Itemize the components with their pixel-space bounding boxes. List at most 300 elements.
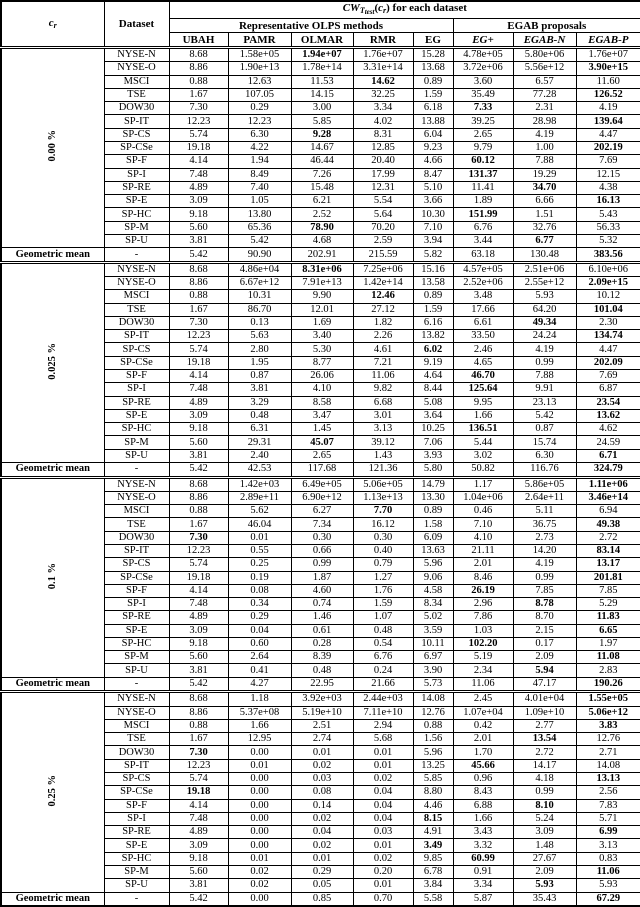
value-cell: 5.60 [169,221,228,234]
value-cell: 0.30 [353,531,413,544]
value-cell: 5.19e+10 [291,706,353,719]
col-header-olmar: OLMAR [291,33,353,48]
title-segment: ( [374,2,379,14]
value-cell: 3.81 [169,664,228,677]
value-cell: 21.66 [353,677,413,692]
title-segment: ) [386,2,390,14]
value-cell: 3.01 [353,409,413,422]
value-cell: 33.50 [453,330,513,343]
col-header-eg: EG [413,33,453,48]
cost-rate-label: 0.25 % [46,774,58,807]
value-cell: 1.97 [576,637,640,650]
value-cell: 9.85 [413,852,453,865]
value-cell: 3.81 [169,234,228,247]
value-cell: 3.92e+03 [291,692,353,706]
value-cell: 7.26 [291,168,353,181]
value-cell: 1.42e+03 [228,477,291,491]
value-cell: 0.01 [353,746,413,759]
value-cell: 64.20 [513,303,576,316]
value-cell: 11.08 [576,651,640,664]
value-cell: 6.67e+12 [228,277,291,290]
value-cell: 0.96 [453,772,513,785]
value-cell: 2.89e+11 [228,491,291,504]
value-cell: 3.64 [413,409,453,422]
value-cell: 13.63 [413,544,453,557]
value-cell: 5.63 [228,330,291,343]
value-cell: 8.80 [413,786,453,799]
value-cell: 4.89 [169,181,228,194]
value-cell: 2.55e+12 [513,277,576,290]
value-cell: 8.68 [169,48,228,62]
value-cell: 0.42 [453,719,513,732]
value-cell: 0.29 [228,102,291,115]
value-cell: 4.18 [513,772,576,785]
geometric-mean-label: Geometric mean [1,248,104,263]
value-cell: 6.90e+12 [291,491,353,504]
value-cell: 1.94 [228,155,291,168]
value-cell: 1.51 [513,208,576,221]
value-cell: 7.85 [513,584,576,597]
value-cell: 2.44e+03 [353,692,413,706]
value-cell: 136.51 [453,423,513,436]
value-cell: 5.42 [169,463,228,478]
value-cell: 202.91 [291,248,353,263]
value-cell: 0.02 [291,839,353,852]
value-cell: 7.83 [576,799,640,812]
value-cell: 22.95 [291,677,353,692]
value-cell: 3.09 [513,826,576,839]
value-cell: 4.14 [169,155,228,168]
value-cell: 3.34 [453,879,513,892]
dataset-name: SP-M [104,436,169,449]
value-cell: 5.58 [413,892,453,906]
value-cell: 0.79 [353,558,413,571]
value-cell: 19.18 [169,356,228,369]
value-cell: 117.68 [291,463,353,478]
value-cell: 4.68 [291,234,353,247]
value-cell: 12.76 [576,733,640,746]
value-cell: 7.33 [453,102,513,115]
value-cell: 8.86 [169,491,228,504]
cr-column-header [1,1,104,48]
value-cell: 15.48 [291,181,353,194]
value-cell: 50.82 [453,463,513,478]
dataset-name: SP-M [104,865,169,878]
value-cell: 2.45 [453,692,513,706]
value-cell: 6.49e+05 [291,477,353,491]
value-cell: 8.34 [413,598,453,611]
value-cell: 28.98 [513,115,576,128]
value-cell: 8.43 [453,786,513,799]
value-cell: 0.04 [353,786,413,799]
value-cell: 0.04 [228,624,291,637]
value-cell: 7.10 [413,221,453,234]
value-cell: 5.60 [169,436,228,449]
value-cell: 5.80e+06 [513,48,576,62]
value-cell: 1.67 [169,518,228,531]
table-row [1,477,640,491]
value-cell: 7.48 [169,812,228,825]
value-cell: 1.03 [453,624,513,637]
value-cell: 10.12 [576,290,640,303]
value-cell: 6.78 [413,865,453,878]
geometric-mean-label: Geometric mean [1,677,104,692]
dataset-name: SP-CS [104,128,169,141]
value-cell: 6.30 [228,128,291,141]
value-cell: 14.79 [413,477,453,491]
value-cell: 45.66 [453,759,513,772]
value-cell: 5.32 [576,234,640,247]
value-cell: 8.58 [291,396,353,409]
value-cell: 1.95 [228,356,291,369]
group-header-olps: Representative OLPS methods [169,19,453,33]
value-cell: 1.59 [413,303,453,316]
value-cell: 0.02 [291,812,353,825]
cr-symbol-segment: c [48,16,54,29]
value-cell: 9.18 [169,852,228,865]
value-cell: 0.03 [291,772,353,785]
value-cell: 7.25e+06 [353,262,413,276]
value-cell: 101.04 [576,303,640,316]
value-cell: 77.28 [513,88,576,101]
section-2 [1,477,640,692]
value-cell: 2.74 [291,733,353,746]
value-cell: 3.59 [413,624,453,637]
value-cell: 8.86 [169,62,228,75]
value-cell: 151.99 [453,208,513,221]
value-cell: 1.42e+14 [353,277,413,290]
value-cell: 2.83 [576,664,640,677]
value-cell: 12.23 [169,330,228,343]
value-cell: 2.94 [353,719,413,732]
value-cell: 11.83 [576,611,640,624]
value-cell: 2.56 [576,786,640,799]
value-cell: 5.74 [169,558,228,571]
value-cell: 2.15 [513,624,576,637]
value-cell: 0.01 [291,746,353,759]
value-cell: 4.14 [169,799,228,812]
value-cell: 3.93 [413,449,453,462]
value-cell: 8.70 [513,611,576,624]
value-cell: 5.62 [228,505,291,518]
dataset-name: SP-F [104,155,169,168]
cr-symbol-segment: r [53,20,57,30]
value-cell: 13.17 [576,558,640,571]
value-cell: 0.04 [353,812,413,825]
value-cell: 12.23 [228,115,291,128]
value-cell: 13.88 [413,115,453,128]
value-cell: 8.39 [291,651,353,664]
dataset-name: SP-I [104,168,169,181]
value-cell: 5.19 [453,651,513,664]
value-cell: 7.34 [291,518,353,531]
dataset-name: SP-RE [104,611,169,624]
value-cell: 56.33 [576,221,640,234]
value-cell: 4.60 [291,584,353,597]
value-cell: 139.64 [576,115,640,128]
value-cell: 8.15 [413,812,453,825]
value-cell: 0.14 [291,799,353,812]
value-cell: 1.66 [453,409,513,422]
value-cell: 3.34 [353,102,413,115]
value-cell: 7.48 [169,598,228,611]
value-cell: 6.09 [413,531,453,544]
title-segment: CW [342,2,360,14]
value-cell: 9.19 [413,356,453,369]
value-cell: 7.21 [353,356,413,369]
value-cell: 0.40 [353,544,413,557]
value-cell: 15.74 [513,436,576,449]
value-cell: 7.88 [513,370,576,383]
value-cell: 7.48 [169,383,228,396]
value-cell: 0.70 [353,892,413,906]
value-cell: 0.05 [291,879,353,892]
value-cell: 201.81 [576,571,640,584]
value-cell: 116.76 [513,463,576,478]
value-cell: 49.34 [513,316,576,329]
value-cell: 5.37e+08 [228,706,291,719]
value-cell: 7.40 [228,181,291,194]
value-cell: 24.24 [513,330,576,343]
geometric-mean-row [1,892,640,906]
value-cell: 5.08 [413,396,453,409]
dataset-name: SP-HC [104,852,169,865]
value-cell: 4.89 [169,396,228,409]
value-cell: 5.06e+12 [576,706,640,719]
value-cell: 5.74 [169,772,228,785]
dataset-name: NYSE-O [104,706,169,719]
value-cell: 5.73 [413,677,453,692]
section-3 [1,692,640,906]
value-cell: 7.30 [169,102,228,115]
value-cell: 0.46 [453,505,513,518]
value-cell: 2.09 [513,865,576,878]
value-cell: 3.84 [413,879,453,892]
value-cell: 5.44 [453,436,513,449]
value-cell: 13.25 [413,759,453,772]
dataset-name: SP-I [104,598,169,611]
value-cell: 215.59 [353,248,413,263]
value-cell: 5.42 [169,677,228,692]
cost-rate-cell [1,477,104,677]
value-cell: 5.29 [576,598,640,611]
value-cell: 9.90 [291,290,353,303]
value-cell: 5.93 [513,879,576,892]
value-cell: 0.29 [291,865,353,878]
value-cell: 1.76e+07 [576,48,640,62]
value-cell: 0.66 [291,544,353,557]
value-cell: 4.22 [228,142,291,155]
value-cell: 3.09 [169,409,228,422]
value-cell: 3.47 [291,409,353,422]
value-cell: 12.63 [228,75,291,88]
value-cell: 3.44 [453,234,513,247]
dataset-name: SP-E [104,839,169,852]
value-cell: 2.31 [513,102,576,115]
value-cell: 4.78e+05 [453,48,513,62]
value-cell: 4.89 [169,611,228,624]
value-cell: 4.65 [453,356,513,369]
value-cell: 9.91 [513,383,576,396]
value-cell: 0.01 [291,852,353,865]
value-cell: 2.46 [453,343,513,356]
value-cell: 42.53 [228,463,291,478]
value-cell: 0.54 [353,637,413,650]
value-cell: 0.20 [353,865,413,878]
value-cell: 4.57e+05 [453,262,513,276]
value-cell: 26.06 [291,370,353,383]
value-cell: 8.10 [513,799,576,812]
dataset-name: MSCI [104,505,169,518]
value-cell: 4.19 [513,128,576,141]
value-cell: 4.10 [453,531,513,544]
value-cell: 1.67 [169,303,228,316]
value-cell: 60.99 [453,852,513,865]
value-cell: 2.65 [291,449,353,462]
value-cell: 5.43 [576,208,640,221]
value-cell: 6.10e+06 [576,262,640,276]
value-cell: 0.88 [413,719,453,732]
value-cell: 7.06 [413,436,453,449]
value-cell: 1.76 [353,584,413,597]
value-cell: 1.66 [453,812,513,825]
value-cell: 9.18 [169,423,228,436]
value-cell: 2.65 [453,128,513,141]
value-cell: 0.19 [228,571,291,584]
value-cell: 3.60 [453,75,513,88]
dataset-name: SP-IT [104,759,169,772]
value-cell: 0.00 [228,746,291,759]
dataset-name: SP-U [104,879,169,892]
value-cell: 0.41 [228,664,291,677]
value-cell: 32.25 [353,88,413,101]
geometric-mean-row [1,463,640,478]
geometric-mean-label: Geometric mean [1,463,104,478]
value-cell: 5.11 [513,505,576,518]
value-cell: 0.01 [228,759,291,772]
value-cell: 6.65 [576,624,640,637]
value-cell: 13.62 [576,409,640,422]
value-cell: 12.31 [353,181,413,194]
value-cell: 5.54 [353,195,413,208]
value-cell: 0.02 [228,879,291,892]
value-cell: 0.02 [353,852,413,865]
value-cell: 5.93 [513,290,576,303]
value-cell: 6.76 [353,651,413,664]
value-cell: 1.18 [228,692,291,706]
value-cell: 12.15 [576,168,640,181]
section-1 [1,262,640,477]
value-cell: 6.87 [576,383,640,396]
value-cell: 6.66 [513,195,576,208]
value-cell: 3.43 [453,826,513,839]
dataset-name: SP-M [104,651,169,664]
value-cell: 0.88 [169,290,228,303]
value-cell: 0.87 [228,370,291,383]
value-cell: 13.54 [513,733,576,746]
value-cell: 0.89 [413,290,453,303]
value-cell: 2.64 [228,651,291,664]
col-header-egab-n: EGAB-N [513,33,576,48]
value-cell: 0.74 [291,598,353,611]
value-cell: 1.07e+04 [453,706,513,719]
value-cell: 2.59 [353,234,413,247]
value-cell: 16.13 [576,195,640,208]
value-cell: 9.23 [413,142,453,155]
value-cell: 36.75 [513,518,576,531]
value-cell: 23.54 [576,396,640,409]
group-header-egab: EGAB proposals [453,19,640,33]
value-cell: 65.36 [228,221,291,234]
cost-rate-cell [1,262,104,462]
title-segment: test [364,8,375,16]
value-cell: 1.13e+13 [353,491,413,504]
value-cell: 5.02 [413,611,453,624]
value-cell: 0.00 [228,892,291,906]
dataset-name: SP-HC [104,637,169,650]
value-cell: 2.80 [228,343,291,356]
value-cell: 8.46 [453,571,513,584]
cost-rate-label: 0.025 % [46,342,58,380]
value-cell: 17.99 [353,168,413,181]
value-cell: 5.60 [169,865,228,878]
value-cell: 0.29 [228,611,291,624]
value-cell: 9.28 [291,128,353,141]
value-cell: 3.29 [228,396,291,409]
dataset-name: SP-F [104,370,169,383]
value-cell: 26.19 [453,584,513,597]
value-cell: 4.27 [228,677,291,692]
dataset-name: DOW30 [104,102,169,115]
value-cell: 1.11e+06 [576,477,640,491]
value-cell: 1.70 [453,746,513,759]
dataset-name: NYSE-N [104,692,169,706]
value-cell: 12.46 [353,290,413,303]
title-segment: for each dataset [389,2,467,14]
value-cell: 4.46 [413,799,453,812]
value-cell: 10.31 [228,290,291,303]
value-cell: 0.99 [513,356,576,369]
value-cell: 5.71 [576,812,640,825]
value-cell: 0.48 [291,664,353,677]
table-title [169,1,640,19]
value-cell: 6.16 [413,316,453,329]
value-cell: 3.48 [453,290,513,303]
dataset-name: NYSE-N [104,262,169,276]
value-cell: 13.68 [413,62,453,75]
value-cell: 1.59 [413,88,453,101]
value-cell: 1.56 [413,733,453,746]
dataset-name: SP-F [104,584,169,597]
dataset-name: MSCI [104,75,169,88]
dataset-name: MSCI [104,719,169,732]
value-cell: 6.94 [576,505,640,518]
value-cell: 8.68 [169,262,228,276]
dataset-column-header: Dataset [104,1,169,48]
value-cell: 5.93 [576,879,640,892]
value-cell: 6.88 [453,799,513,812]
value-cell: 3.72e+06 [453,62,513,75]
value-cell: 1.89 [453,195,513,208]
value-cell: 6.99 [576,826,640,839]
dataset-name: TSE [104,733,169,746]
value-cell: 3.81 [169,449,228,462]
value-cell: 131.37 [453,168,513,181]
value-cell: 13.58 [413,277,453,290]
value-cell: 6.27 [291,505,353,518]
value-cell: 4.58 [413,584,453,597]
value-cell: 3.02 [453,449,513,462]
